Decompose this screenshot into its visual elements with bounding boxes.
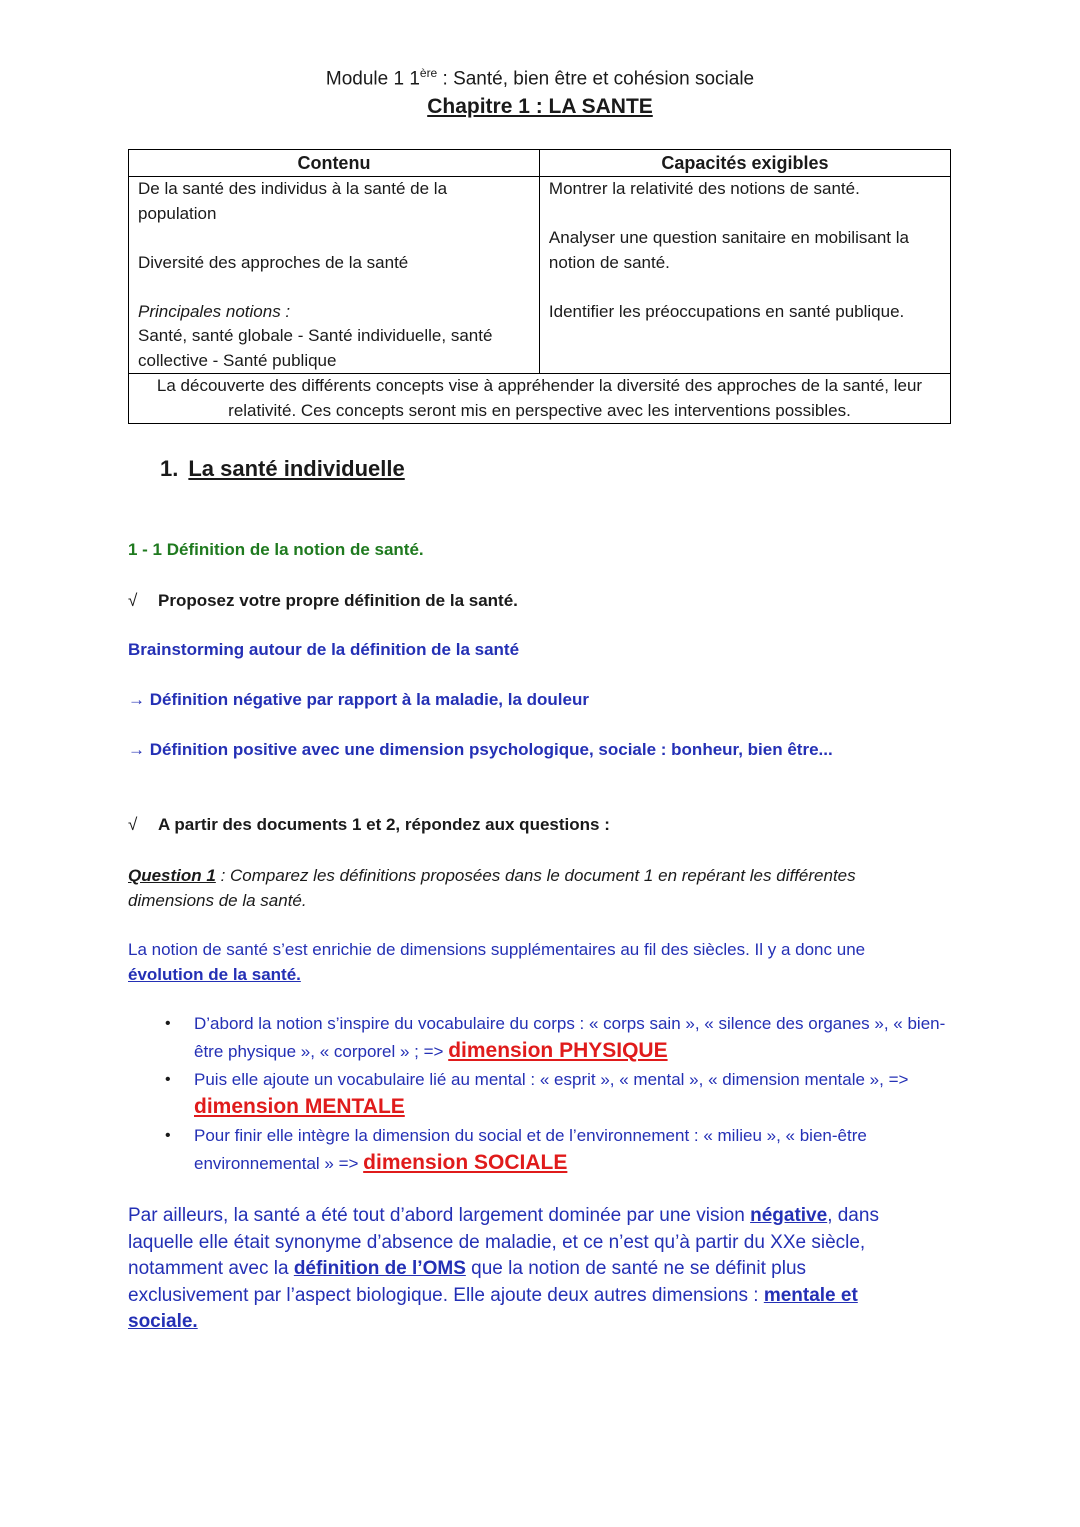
dimensions-list	[160, 1010, 960, 1178]
module-title: Module 1 1ère : Santé, bien être et cohésion sociale	[325, 66, 755, 90]
check-icon: √	[128, 591, 138, 610]
list-item: • D’abord la notion s’inspire du vocabulaire du corps : « corps sain », « silence des organes », « bien-être physique », « corporel » ; => dimension PHYSIQUE	[165, 1014, 946, 1062]
task-own-definition: √ Proposez votre propre définition de la santé.	[128, 591, 518, 610]
table-header-content: Contenu	[129, 150, 540, 177]
task-documents: √ A partir des documents 1 et 2, répondez aux questions :	[128, 815, 610, 834]
table-footer-note: La découverte des différents concepts vise à appréhender la diversité des approches de la santé, leur relativité. Ces concepts seront mis en perspective avec les interventions possibles.	[129, 374, 951, 424]
content-cell	[129, 177, 540, 374]
list-item: • Pour finir elle intègre la dimension du social et de l’environnement : « milieu », « bien-être environnemental » => dimension SOCIALE	[165, 1126, 867, 1174]
positive-definition: → Définition positive avec une dimension psychologique, sociale : bonheur, bien être...	[128, 740, 833, 759]
capacity-item-analyze: Analyser une question sanitaire en mobilisant la notion de santé.	[548, 228, 909, 272]
list-item: • Puis elle ajoute un vocabulaire lié au mental : « esprit », « mental », « dimension mentale », => dimension MENTALE	[165, 1070, 909, 1118]
negative-definition: → Définition négative par rapport à la maladie, la douleur	[128, 690, 589, 709]
chapter-title: Chapitre 1 : LA SANTE	[427, 95, 653, 118]
check-icon: √	[128, 815, 138, 834]
program-table	[128, 149, 951, 424]
capacity-item-identify: Identifier les préoccupations en santé publique.	[548, 301, 905, 321]
capacities-cell	[539, 177, 950, 374]
content-notions-text: Santé, santé globale - Santé individuelle, santé collective - Santé publique	[138, 326, 493, 370]
answer-intro: La notion de santé s’est enrichie de dimensions supplémentaires au fil des siècles. Il y a donc une évolution de la santé.	[128, 940, 866, 984]
conclusion-paragraph: Par ailleurs, la santé a été tout d’abord largement dominée par une vision négative, dans laquelle elle était synonyme d’absence de maladie, et ce n’est qu’à partir du XXe siècle, notamment avec la définition de l’OMS que la notion de santé ne se définit plus exclusivement par l’aspect biologique. Elle ajoute deux autres dimensions : mentale et sociale.	[128, 1205, 879, 1332]
capacity-item-relativity: Montrer la relativité des notions de santé.	[548, 179, 860, 198]
table-header-capacities: Capacités exigibles	[539, 150, 950, 177]
section-heading: 1. La santé individuelle	[160, 456, 405, 481]
content-item-approaches: Diversité des approches de la santé	[138, 252, 409, 272]
content-item-individuals: De la santé des individus à la santé de la population	[138, 179, 448, 223]
question-1: Question 1 : Comparez les définitions proposées dans le document 1 en repérant les différentes dimensions de la santé.	[128, 866, 856, 910]
brainstorming-line: Brainstorming autour de la définition de la santé	[128, 640, 520, 659]
content-notions-label: Principales notions :	[138, 301, 291, 321]
subsection-heading: 1 - 1 Définition de la notion de santé.	[128, 540, 424, 559]
